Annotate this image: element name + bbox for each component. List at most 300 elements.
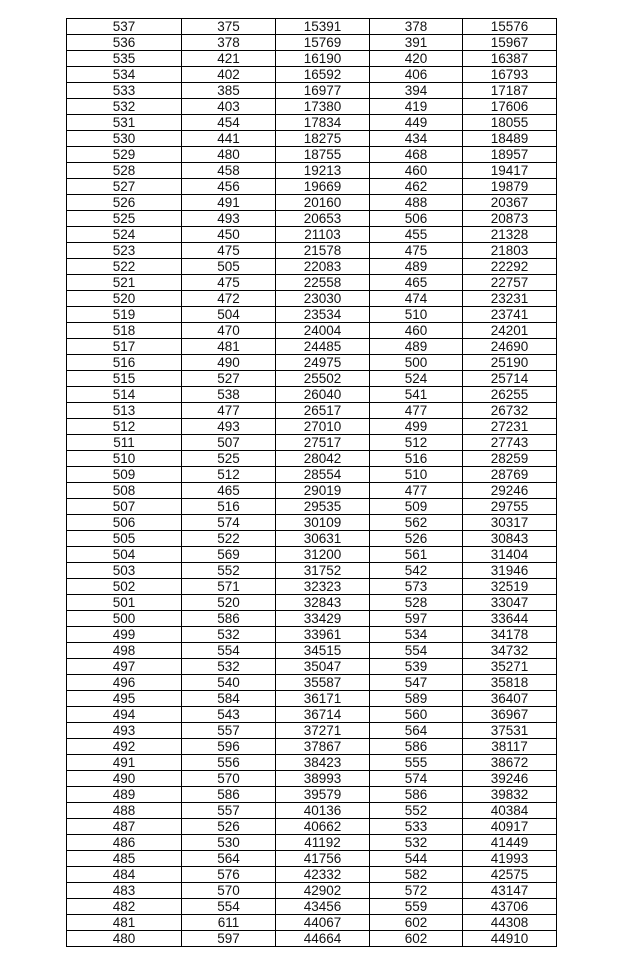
cumulative-b-cell: 43147 bbox=[463, 883, 557, 899]
cumulative-a-cell: 16190 bbox=[276, 51, 370, 67]
score-cell: 516 bbox=[67, 355, 182, 371]
score-cell: 504 bbox=[67, 547, 182, 563]
count-b-cell: 420 bbox=[370, 51, 463, 67]
table-row bbox=[67, 243, 557, 259]
count-b-cell: 524 bbox=[370, 371, 463, 387]
count-b-cell: 586 bbox=[370, 739, 463, 755]
table-row bbox=[67, 307, 557, 323]
table-row bbox=[67, 531, 557, 547]
cumulative-b-cell: 35271 bbox=[463, 659, 557, 675]
cumulative-a-cell: 16592 bbox=[276, 67, 370, 83]
count-b-cell: 500 bbox=[370, 355, 463, 371]
cumulative-a-cell: 18275 bbox=[276, 131, 370, 147]
count-b-cell: 489 bbox=[370, 259, 463, 275]
count-b-cell: 544 bbox=[370, 851, 463, 867]
score-cell: 507 bbox=[67, 499, 182, 515]
count-a-cell: 516 bbox=[182, 499, 276, 515]
cumulative-b-cell: 38672 bbox=[463, 755, 557, 771]
count-a-cell: 611 bbox=[182, 915, 276, 931]
cumulative-a-cell: 32843 bbox=[276, 595, 370, 611]
cumulative-b-cell: 18489 bbox=[463, 131, 557, 147]
cumulative-a-cell: 44067 bbox=[276, 915, 370, 931]
count-a-cell: 557 bbox=[182, 723, 276, 739]
count-b-cell: 539 bbox=[370, 659, 463, 675]
count-b-cell: 542 bbox=[370, 563, 463, 579]
score-cell: 493 bbox=[67, 723, 182, 739]
score-cell: 502 bbox=[67, 579, 182, 595]
score-cell: 486 bbox=[67, 835, 182, 851]
table-row bbox=[67, 355, 557, 371]
score-cell: 534 bbox=[67, 67, 182, 83]
cumulative-a-cell: 33429 bbox=[276, 611, 370, 627]
count-a-cell: 480 bbox=[182, 147, 276, 163]
cumulative-b-cell: 36407 bbox=[463, 691, 557, 707]
count-b-cell: 510 bbox=[370, 307, 463, 323]
count-b-cell: 528 bbox=[370, 595, 463, 611]
cumulative-b-cell: 31946 bbox=[463, 563, 557, 579]
count-b-cell: 488 bbox=[370, 195, 463, 211]
count-a-cell: 472 bbox=[182, 291, 276, 307]
score-cell: 514 bbox=[67, 387, 182, 403]
cumulative-b-cell: 23741 bbox=[463, 307, 557, 323]
cumulative-b-cell: 44308 bbox=[463, 915, 557, 931]
count-a-cell: 456 bbox=[182, 179, 276, 195]
table-row bbox=[67, 451, 557, 467]
count-a-cell: 574 bbox=[182, 515, 276, 531]
count-b-cell: 449 bbox=[370, 115, 463, 131]
cumulative-a-cell: 22558 bbox=[276, 275, 370, 291]
count-a-cell: 378 bbox=[182, 35, 276, 51]
count-b-cell: 561 bbox=[370, 547, 463, 563]
cumulative-a-cell: 17834 bbox=[276, 115, 370, 131]
score-cell: 512 bbox=[67, 419, 182, 435]
cumulative-a-cell: 26517 bbox=[276, 403, 370, 419]
count-b-cell: 394 bbox=[370, 83, 463, 99]
cumulative-a-cell: 22083 bbox=[276, 259, 370, 275]
score-cell: 482 bbox=[67, 899, 182, 915]
cumulative-a-cell: 37271 bbox=[276, 723, 370, 739]
table-row bbox=[67, 915, 557, 931]
table-row bbox=[67, 275, 557, 291]
count-b-cell: 474 bbox=[370, 291, 463, 307]
count-b-cell: 378 bbox=[370, 19, 463, 35]
table-row bbox=[67, 19, 557, 35]
count-a-cell: 557 bbox=[182, 803, 276, 819]
cumulative-a-cell: 38993 bbox=[276, 771, 370, 787]
table-row bbox=[67, 227, 557, 243]
count-b-cell: 516 bbox=[370, 451, 463, 467]
table-row bbox=[67, 483, 557, 499]
cumulative-a-cell: 39579 bbox=[276, 787, 370, 803]
cumulative-b-cell: 26732 bbox=[463, 403, 557, 419]
count-a-cell: 493 bbox=[182, 211, 276, 227]
count-a-cell: 385 bbox=[182, 83, 276, 99]
cumulative-b-cell: 23231 bbox=[463, 291, 557, 307]
count-b-cell: 534 bbox=[370, 627, 463, 643]
cumulative-b-cell: 15967 bbox=[463, 35, 557, 51]
score-cell: 491 bbox=[67, 755, 182, 771]
cumulative-a-cell: 23534 bbox=[276, 307, 370, 323]
count-b-cell: 455 bbox=[370, 227, 463, 243]
score-cell: 495 bbox=[67, 691, 182, 707]
cumulative-a-cell: 40662 bbox=[276, 819, 370, 835]
count-a-cell: 470 bbox=[182, 323, 276, 339]
score-cell: 509 bbox=[67, 467, 182, 483]
count-a-cell: 490 bbox=[182, 355, 276, 371]
cumulative-b-cell: 34178 bbox=[463, 627, 557, 643]
table-row bbox=[67, 371, 557, 387]
count-a-cell: 441 bbox=[182, 131, 276, 147]
count-b-cell: 552 bbox=[370, 803, 463, 819]
count-b-cell: 506 bbox=[370, 211, 463, 227]
score-cell: 521 bbox=[67, 275, 182, 291]
cumulative-a-cell: 35587 bbox=[276, 675, 370, 691]
cumulative-a-cell: 42902 bbox=[276, 883, 370, 899]
cumulative-b-cell: 26255 bbox=[463, 387, 557, 403]
table-row bbox=[67, 579, 557, 595]
score-cell: 494 bbox=[67, 707, 182, 723]
cumulative-a-cell: 28042 bbox=[276, 451, 370, 467]
cumulative-b-cell: 20873 bbox=[463, 211, 557, 227]
cumulative-a-cell: 19669 bbox=[276, 179, 370, 195]
table-row bbox=[67, 259, 557, 275]
count-b-cell: 391 bbox=[370, 35, 463, 51]
table-row bbox=[67, 899, 557, 915]
count-a-cell: 454 bbox=[182, 115, 276, 131]
cumulative-a-cell: 16977 bbox=[276, 83, 370, 99]
count-b-cell: 555 bbox=[370, 755, 463, 771]
cumulative-a-cell: 42332 bbox=[276, 867, 370, 883]
count-a-cell: 526 bbox=[182, 819, 276, 835]
cumulative-b-cell: 22292 bbox=[463, 259, 557, 275]
count-b-cell: 547 bbox=[370, 675, 463, 691]
table-row bbox=[67, 867, 557, 883]
score-cell: 481 bbox=[67, 915, 182, 931]
cumulative-a-cell: 33961 bbox=[276, 627, 370, 643]
count-a-cell: 532 bbox=[182, 659, 276, 675]
cumulative-b-cell: 24690 bbox=[463, 339, 557, 355]
table-row bbox=[67, 195, 557, 211]
score-cell: 518 bbox=[67, 323, 182, 339]
count-b-cell: 419 bbox=[370, 99, 463, 115]
score-cell: 499 bbox=[67, 627, 182, 643]
count-b-cell: 574 bbox=[370, 771, 463, 787]
cumulative-a-cell: 41192 bbox=[276, 835, 370, 851]
count-b-cell: 564 bbox=[370, 723, 463, 739]
count-a-cell: 527 bbox=[182, 371, 276, 387]
score-cell: 489 bbox=[67, 787, 182, 803]
table-row bbox=[67, 659, 557, 675]
cumulative-b-cell: 29755 bbox=[463, 499, 557, 515]
cumulative-a-cell: 25502 bbox=[276, 371, 370, 387]
cumulative-b-cell: 21803 bbox=[463, 243, 557, 259]
cumulative-b-cell: 19879 bbox=[463, 179, 557, 195]
score-cell: 530 bbox=[67, 131, 182, 147]
table-row bbox=[67, 771, 557, 787]
table-row bbox=[67, 643, 557, 659]
score-cell: 531 bbox=[67, 115, 182, 131]
count-b-cell: 560 bbox=[370, 707, 463, 723]
table-row bbox=[67, 675, 557, 691]
score-cell: 510 bbox=[67, 451, 182, 467]
score-cell: 484 bbox=[67, 867, 182, 883]
table-row bbox=[67, 291, 557, 307]
cumulative-a-cell: 32323 bbox=[276, 579, 370, 595]
score-cell: 490 bbox=[67, 771, 182, 787]
cumulative-b-cell: 15576 bbox=[463, 19, 557, 35]
count-b-cell: 602 bbox=[370, 931, 463, 947]
score-cell: 537 bbox=[67, 19, 182, 35]
cumulative-b-cell: 28259 bbox=[463, 451, 557, 467]
count-a-cell: 491 bbox=[182, 195, 276, 211]
count-b-cell: 510 bbox=[370, 467, 463, 483]
cumulative-b-cell: 19417 bbox=[463, 163, 557, 179]
score-cell: 500 bbox=[67, 611, 182, 627]
cumulative-a-cell: 29019 bbox=[276, 483, 370, 499]
score-cell: 483 bbox=[67, 883, 182, 899]
score-cell: 511 bbox=[67, 435, 182, 451]
count-b-cell: 512 bbox=[370, 435, 463, 451]
table-row bbox=[67, 211, 557, 227]
count-b-cell: 465 bbox=[370, 275, 463, 291]
score-table bbox=[66, 18, 557, 947]
table-row bbox=[67, 739, 557, 755]
cumulative-a-cell: 34515 bbox=[276, 643, 370, 659]
count-a-cell: 465 bbox=[182, 483, 276, 499]
count-b-cell: 572 bbox=[370, 883, 463, 899]
count-a-cell: 586 bbox=[182, 611, 276, 627]
score-cell: 526 bbox=[67, 195, 182, 211]
table-row bbox=[67, 35, 557, 51]
count-a-cell: 570 bbox=[182, 771, 276, 787]
count-b-cell: 573 bbox=[370, 579, 463, 595]
cumulative-b-cell: 24201 bbox=[463, 323, 557, 339]
count-a-cell: 569 bbox=[182, 547, 276, 563]
cumulative-b-cell: 22757 bbox=[463, 275, 557, 291]
count-b-cell: 582 bbox=[370, 867, 463, 883]
count-a-cell: 505 bbox=[182, 259, 276, 275]
count-b-cell: 489 bbox=[370, 339, 463, 355]
count-b-cell: 475 bbox=[370, 243, 463, 259]
score-cell: 515 bbox=[67, 371, 182, 387]
table-row bbox=[67, 83, 557, 99]
score-cell: 519 bbox=[67, 307, 182, 323]
cumulative-b-cell: 17187 bbox=[463, 83, 557, 99]
cumulative-a-cell: 21103 bbox=[276, 227, 370, 243]
count-a-cell: 458 bbox=[182, 163, 276, 179]
count-a-cell: 538 bbox=[182, 387, 276, 403]
score-cell: 523 bbox=[67, 243, 182, 259]
table-row bbox=[67, 67, 557, 83]
count-a-cell: 421 bbox=[182, 51, 276, 67]
count-a-cell: 522 bbox=[182, 531, 276, 547]
table-row bbox=[67, 499, 557, 515]
cumulative-a-cell: 36714 bbox=[276, 707, 370, 723]
table-row bbox=[67, 419, 557, 435]
cumulative-b-cell: 41993 bbox=[463, 851, 557, 867]
cumulative-b-cell: 29246 bbox=[463, 483, 557, 499]
cumulative-a-cell: 31200 bbox=[276, 547, 370, 563]
cumulative-b-cell: 16387 bbox=[463, 51, 557, 67]
cumulative-a-cell: 15391 bbox=[276, 19, 370, 35]
cumulative-b-cell: 31404 bbox=[463, 547, 557, 563]
cumulative-a-cell: 24975 bbox=[276, 355, 370, 371]
cumulative-a-cell: 18755 bbox=[276, 147, 370, 163]
cumulative-b-cell: 27231 bbox=[463, 419, 557, 435]
cumulative-b-cell: 16793 bbox=[463, 67, 557, 83]
score-cell: 505 bbox=[67, 531, 182, 547]
count-a-cell: 450 bbox=[182, 227, 276, 243]
count-a-cell: 477 bbox=[182, 403, 276, 419]
count-a-cell: 540 bbox=[182, 675, 276, 691]
count-a-cell: 402 bbox=[182, 67, 276, 83]
score-cell: 498 bbox=[67, 643, 182, 659]
score-cell: 480 bbox=[67, 931, 182, 947]
count-b-cell: 499 bbox=[370, 419, 463, 435]
score-cell: 528 bbox=[67, 163, 182, 179]
cumulative-a-cell: 24485 bbox=[276, 339, 370, 355]
count-a-cell: 532 bbox=[182, 627, 276, 643]
table-row bbox=[67, 755, 557, 771]
count-a-cell: 584 bbox=[182, 691, 276, 707]
score-cell: 536 bbox=[67, 35, 182, 51]
cumulative-b-cell: 39832 bbox=[463, 787, 557, 803]
count-a-cell: 556 bbox=[182, 755, 276, 771]
cumulative-a-cell: 43456 bbox=[276, 899, 370, 915]
table-row bbox=[67, 931, 557, 947]
count-a-cell: 475 bbox=[182, 243, 276, 259]
count-a-cell: 576 bbox=[182, 867, 276, 883]
count-b-cell: 460 bbox=[370, 163, 463, 179]
cumulative-b-cell: 25714 bbox=[463, 371, 557, 387]
score-cell: 513 bbox=[67, 403, 182, 419]
count-a-cell: 570 bbox=[182, 883, 276, 899]
score-cell: 517 bbox=[67, 339, 182, 355]
cumulative-b-cell: 17606 bbox=[463, 99, 557, 115]
cumulative-a-cell: 24004 bbox=[276, 323, 370, 339]
cumulative-a-cell: 21578 bbox=[276, 243, 370, 259]
count-a-cell: 543 bbox=[182, 707, 276, 723]
cumulative-a-cell: 17380 bbox=[276, 99, 370, 115]
cumulative-a-cell: 28554 bbox=[276, 467, 370, 483]
cumulative-b-cell: 35818 bbox=[463, 675, 557, 691]
cumulative-b-cell: 21328 bbox=[463, 227, 557, 243]
table-row bbox=[67, 163, 557, 179]
table-row bbox=[67, 131, 557, 147]
count-a-cell: 554 bbox=[182, 643, 276, 659]
table-row bbox=[67, 883, 557, 899]
score-cell: 506 bbox=[67, 515, 182, 531]
cumulative-a-cell: 23030 bbox=[276, 291, 370, 307]
score-cell: 527 bbox=[67, 179, 182, 195]
table-row bbox=[67, 595, 557, 611]
score-cell: 508 bbox=[67, 483, 182, 499]
count-b-cell: 541 bbox=[370, 387, 463, 403]
cumulative-a-cell: 27517 bbox=[276, 435, 370, 451]
cumulative-b-cell: 28769 bbox=[463, 467, 557, 483]
score-cell: 525 bbox=[67, 211, 182, 227]
table-row bbox=[67, 851, 557, 867]
cumulative-b-cell: 40917 bbox=[463, 819, 557, 835]
score-cell: 501 bbox=[67, 595, 182, 611]
count-a-cell: 403 bbox=[182, 99, 276, 115]
cumulative-b-cell: 33644 bbox=[463, 611, 557, 627]
score-cell: 492 bbox=[67, 739, 182, 755]
table-row bbox=[67, 803, 557, 819]
table-row bbox=[67, 147, 557, 163]
count-b-cell: 468 bbox=[370, 147, 463, 163]
count-a-cell: 493 bbox=[182, 419, 276, 435]
cumulative-b-cell: 40384 bbox=[463, 803, 557, 819]
count-a-cell: 375 bbox=[182, 19, 276, 35]
count-b-cell: 406 bbox=[370, 67, 463, 83]
score-cell: 524 bbox=[67, 227, 182, 243]
cumulative-b-cell: 36967 bbox=[463, 707, 557, 723]
table-row bbox=[67, 691, 557, 707]
score-cell: 485 bbox=[67, 851, 182, 867]
table-row bbox=[67, 51, 557, 67]
count-b-cell: 586 bbox=[370, 787, 463, 803]
score-cell: 503 bbox=[67, 563, 182, 579]
score-cell: 496 bbox=[67, 675, 182, 691]
cumulative-a-cell: 44664 bbox=[276, 931, 370, 947]
cumulative-b-cell: 41449 bbox=[463, 835, 557, 851]
cumulative-b-cell: 30317 bbox=[463, 515, 557, 531]
count-b-cell: 434 bbox=[370, 131, 463, 147]
cumulative-a-cell: 30109 bbox=[276, 515, 370, 531]
score-cell: 497 bbox=[67, 659, 182, 675]
table-row bbox=[67, 179, 557, 195]
table-row bbox=[67, 339, 557, 355]
table-row bbox=[67, 323, 557, 339]
cumulative-a-cell: 26040 bbox=[276, 387, 370, 403]
score-cell: 520 bbox=[67, 291, 182, 307]
table-row bbox=[67, 627, 557, 643]
count-b-cell: 562 bbox=[370, 515, 463, 531]
cumulative-b-cell: 18957 bbox=[463, 147, 557, 163]
cumulative-b-cell: 25190 bbox=[463, 355, 557, 371]
score-cell: 533 bbox=[67, 83, 182, 99]
count-a-cell: 530 bbox=[182, 835, 276, 851]
count-b-cell: 533 bbox=[370, 819, 463, 835]
cumulative-a-cell: 20653 bbox=[276, 211, 370, 227]
count-a-cell: 475 bbox=[182, 275, 276, 291]
count-a-cell: 481 bbox=[182, 339, 276, 355]
table-row bbox=[67, 707, 557, 723]
count-a-cell: 525 bbox=[182, 451, 276, 467]
cumulative-b-cell: 44910 bbox=[463, 931, 557, 947]
table-row bbox=[67, 403, 557, 419]
count-b-cell: 477 bbox=[370, 403, 463, 419]
cumulative-a-cell: 31752 bbox=[276, 563, 370, 579]
cumulative-b-cell: 30843 bbox=[463, 531, 557, 547]
table-row bbox=[67, 435, 557, 451]
cumulative-b-cell: 39246 bbox=[463, 771, 557, 787]
count-a-cell: 512 bbox=[182, 467, 276, 483]
score-cell: 487 bbox=[67, 819, 182, 835]
score-cell: 535 bbox=[67, 51, 182, 67]
cumulative-b-cell: 42575 bbox=[463, 867, 557, 883]
count-b-cell: 509 bbox=[370, 499, 463, 515]
table-row bbox=[67, 723, 557, 739]
cumulative-a-cell: 27010 bbox=[276, 419, 370, 435]
cumulative-a-cell: 20160 bbox=[276, 195, 370, 211]
score-table-body bbox=[67, 19, 557, 947]
table-row bbox=[67, 835, 557, 851]
count-a-cell: 507 bbox=[182, 435, 276, 451]
cumulative-a-cell: 35047 bbox=[276, 659, 370, 675]
count-a-cell: 586 bbox=[182, 787, 276, 803]
